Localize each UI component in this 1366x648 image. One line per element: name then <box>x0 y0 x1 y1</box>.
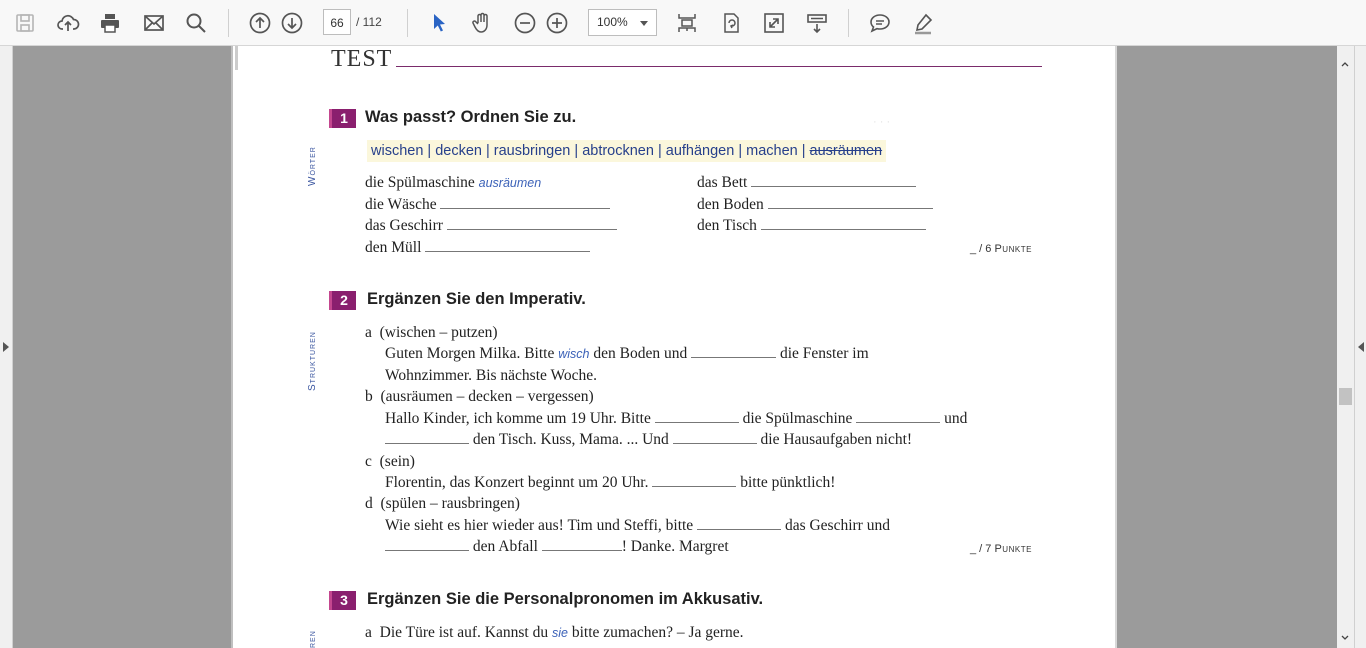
text: ! Danke. Margret <box>621 538 729 555</box>
item-letter: b <box>365 388 373 405</box>
section-heading: Was passt? Ordnen Sie zu. <box>365 108 577 126</box>
text: den Abfall <box>472 538 538 555</box>
toolbar <box>0 0 1366 46</box>
section-number-badge: 3 <box>329 591 356 610</box>
text: die Spülmaschine <box>742 410 853 427</box>
text: Wie sieht es hier wieder aus! Tim und Steffi, bitte <box>385 517 694 534</box>
page-edge-mark <box>235 46 238 70</box>
answer-blank <box>673 431 757 444</box>
item-letter: a <box>365 324 372 341</box>
answer-blank <box>652 474 736 487</box>
item-text: die Wäsche <box>365 196 437 213</box>
word-struck: ausräumen <box>809 143 883 159</box>
points-word: Punkte <box>994 243 1032 255</box>
toolbar-separator <box>228 9 229 37</box>
item-letter: a <box>365 624 372 641</box>
right-panel-toggle[interactable] <box>1354 46 1366 648</box>
section-heading: Ergänzen Sie den Imperativ. <box>367 290 586 308</box>
text: die Fenster im <box>779 345 869 362</box>
text: und <box>944 410 968 427</box>
scrollbar-thumb[interactable] <box>1339 388 1352 405</box>
zoom-in-icon[interactable] <box>542 8 572 38</box>
exercise-item <box>365 217 617 235</box>
word-box <box>367 140 886 162</box>
zoom-value: 100% <box>597 15 628 29</box>
answer-blank <box>425 239 590 252</box>
exercise-item <box>365 174 541 192</box>
exercise-item <box>365 196 610 214</box>
answer-blank <box>768 196 933 209</box>
bleed-through: · · · <box>873 116 891 128</box>
item-text: den Boden <box>697 196 764 213</box>
toolbar-separator <box>407 9 408 37</box>
text: Hallo Kinder, ich komme um 19 Uhr. Bitte <box>385 410 651 427</box>
scroll-up-icon[interactable] <box>1341 60 1349 68</box>
side-label: Strukturen <box>307 331 318 391</box>
exercise-line <box>385 474 835 492</box>
vertical-scrollbar[interactable] <box>1337 46 1354 648</box>
points-word: Punkte <box>994 543 1032 555</box>
zoom-out-icon[interactable] <box>510 8 540 38</box>
print-icon[interactable] <box>95 8 125 38</box>
exercise-line <box>385 538 729 556</box>
item-text: den Müll <box>365 239 422 256</box>
expand-left-icon <box>3 342 9 352</box>
answer-blank <box>655 410 739 423</box>
search-icon[interactable] <box>181 8 211 38</box>
exercise-line: Wohnzimmer. Bis nächste Woche. <box>385 367 598 384</box>
rotate-page-icon[interactable] <box>716 8 746 38</box>
section-number-badge: 2 <box>329 291 356 310</box>
full-screen-icon[interactable] <box>759 8 789 38</box>
section-heading: Ergänzen Sie die Personalpronomen im Akkusativ. <box>367 590 764 608</box>
item-verbs: (wischen – putzen) <box>379 324 498 341</box>
handwritten-answer: ausräumen <box>478 176 542 190</box>
select-tool-icon[interactable] <box>424 8 454 38</box>
text: den Tisch. Kuss, Mama. ... Und <box>472 431 669 448</box>
scroll-down-icon[interactable] <box>1341 634 1349 642</box>
item-verbs: (ausräumen – decken – vergessen) <box>380 388 594 405</box>
handwritten-answer: sie <box>551 626 568 640</box>
email-icon[interactable] <box>139 8 169 38</box>
text: bitte zumachen? – Ja gerne. <box>571 624 744 641</box>
exercise-line <box>385 345 869 363</box>
answer-blank <box>691 345 776 358</box>
exercise-item <box>697 217 926 235</box>
item-text: die Spülmaschine <box>365 174 475 191</box>
read-mode-icon[interactable] <box>802 8 832 38</box>
item-letter: c <box>365 453 372 470</box>
text: den Boden und <box>593 345 688 362</box>
answer-blank <box>447 217 617 230</box>
answer-blank <box>440 196 610 209</box>
points-value: _ / 6 <box>970 243 992 255</box>
item-text: das Geschirr <box>365 217 443 234</box>
left-panel-toggle[interactable] <box>0 46 13 648</box>
exercise-item <box>365 495 520 513</box>
exercise-item <box>365 624 744 642</box>
answer-blank <box>856 410 940 423</box>
fit-page-icon[interactable] <box>672 8 702 38</box>
exercise-line <box>385 431 912 449</box>
points-label <box>970 543 1032 555</box>
word-list: wischen | decken | rausbringen | abtrocknen | aufhängen | machen | <box>371 143 806 159</box>
points-label <box>970 243 1032 255</box>
item-text: das Bett <box>697 174 748 191</box>
page-total: / 112 <box>356 15 382 29</box>
exercise-item <box>365 239 590 257</box>
exercise-item <box>365 324 498 342</box>
answer-blank <box>761 217 926 230</box>
upload-icon[interactable] <box>53 8 83 38</box>
comment-icon[interactable] <box>865 8 895 38</box>
text: bitte pünktlich! <box>740 474 836 491</box>
exercise-item <box>697 174 916 192</box>
answer-blank <box>385 538 469 551</box>
test-title: TEST <box>331 46 393 72</box>
text: Florentin, das Konzert beginnt um 20 Uhr. <box>385 474 649 491</box>
exercise-line <box>385 410 967 428</box>
points-value: _ / 7 <box>970 543 992 555</box>
text: Guten Morgen Milka. Bitte <box>385 345 555 362</box>
side-label: ren <box>307 630 318 648</box>
document-page <box>231 46 1117 648</box>
handwritten-answer: wisch <box>558 347 590 361</box>
item-letter: d <box>365 495 373 512</box>
hand-tool-icon[interactable] <box>467 8 497 38</box>
section-number-badge: 1 <box>329 109 356 128</box>
chevron-down-icon <box>640 21 648 26</box>
answer-blank <box>542 538 622 551</box>
exercise-line <box>385 517 890 535</box>
toolbar-separator <box>848 9 849 37</box>
item-verbs: (spülen – rausbringen) <box>380 495 520 512</box>
title-rule <box>396 66 1042 67</box>
page-up-icon[interactable] <box>245 8 275 38</box>
item-verbs: (sein) <box>379 453 415 470</box>
page-down-icon[interactable] <box>277 8 307 38</box>
highlight-icon[interactable] <box>908 8 938 38</box>
exercise-item <box>365 453 415 471</box>
answer-blank <box>751 174 916 187</box>
page-number-input[interactable]: 66 <box>323 9 351 35</box>
item-text: den Tisch <box>697 217 757 234</box>
expand-right-icon <box>1358 342 1364 352</box>
text: das Geschirr und <box>784 517 890 534</box>
answer-blank <box>385 431 469 444</box>
text: Die Türe ist auf. Kannst du <box>379 624 549 641</box>
save-icon[interactable] <box>10 8 40 38</box>
exercise-item <box>697 196 933 214</box>
answer-blank <box>697 517 781 530</box>
text: die Hausaufgaben nicht! <box>760 431 913 448</box>
exercise-item <box>365 388 594 406</box>
zoom-select[interactable] <box>588 9 657 36</box>
side-label: Wörter <box>307 146 318 186</box>
